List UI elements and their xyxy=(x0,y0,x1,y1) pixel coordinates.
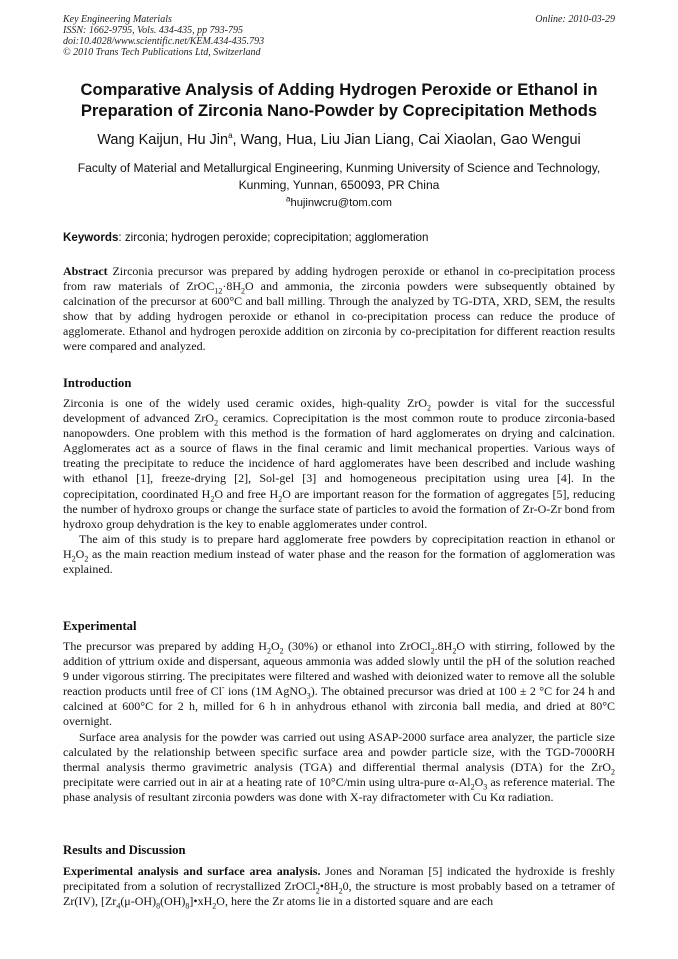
subscript: 2 xyxy=(315,886,320,896)
text: ions (1M AgNO xyxy=(224,684,307,699)
results-heading: Results and Discussion xyxy=(63,843,186,857)
keywords xyxy=(63,231,623,245)
text: (OH) xyxy=(160,894,186,909)
affiliation-line-1: Faculty of Material and Metallurgical Engineering, Kunming University of Science and Technology, xyxy=(77,161,601,175)
affiliation-line-2: Kunming, Yunnan, 650093, PR China xyxy=(238,178,440,192)
subscript: 2 xyxy=(470,782,475,792)
keywords-label: Keywords xyxy=(63,231,119,244)
title-line-1: Comparative Analysis of Adding Hydrogen Peroxide or Ethanol in xyxy=(80,80,598,99)
subscript: 2 xyxy=(212,901,217,911)
text: ceramics. Coprecipitation is the most common route to produce zirconia-based nanopowders. One problem with this method is the formation of hard agglomerates on drying and calcination. Agglomerates act as a source of flaws in the final ceramic and limit mechanical properties. Various ways of treating the precipitate to reduce the incidence of hard agglomerates have been described and include washing with ethanol [1], freeze-drying [2], Sol-gel [3] and homogeneous precipitation using urea [4]. In the coprecipitation, coordinated H xyxy=(63,411,615,501)
email-address[interactable]: hujinwcru@tom.com xyxy=(290,197,392,209)
text: Zirconia is one of the widely used ceramic oxides, high-quality ZrO xyxy=(63,396,428,410)
results-paragraph-1 xyxy=(63,864,615,909)
text: O are important reason for the formation of aggregates [5], reducing the number of hydroxo groups or change the surface state of particles to avoid the formation of Zr-O-Zr bond from hydroxo group dehydration is the key to enable agglomerates under control. xyxy=(63,486,615,531)
subscript: 8 xyxy=(156,901,161,911)
text: O xyxy=(270,639,280,653)
introduction-paragraph-1 xyxy=(63,396,615,532)
subscript: 2 xyxy=(611,767,615,777)
online-date: Online: 2010-03-29 xyxy=(535,14,615,25)
subscript: 2 xyxy=(266,646,271,656)
text: O xyxy=(474,774,484,789)
text: 0, the structure is most probably based on a tetramer of Zr(IV), [Zr xyxy=(63,879,615,909)
subscript: 8 xyxy=(185,901,190,911)
superscript: - xyxy=(221,683,225,693)
subscript: 2 xyxy=(241,286,245,296)
experimental-heading: Experimental xyxy=(63,619,137,633)
experimental-section xyxy=(63,619,615,805)
paper-title xyxy=(40,79,638,121)
text: .8H xyxy=(434,639,453,653)
abstract-text: ·8H xyxy=(222,279,241,294)
introduction-section xyxy=(63,376,615,577)
experimental-paragraph-2 xyxy=(63,730,615,805)
issn-line: ISSN: 1662-9795, Vols. 434-435, pp 793-795 xyxy=(63,25,243,36)
subscript: 4 xyxy=(116,901,121,911)
subscript: 3 xyxy=(306,691,311,701)
text: O, here the Zr atoms lie in a distorted square and are each xyxy=(216,894,494,909)
subscript: 2 xyxy=(338,886,343,896)
introduction-heading: Introduction xyxy=(63,376,132,390)
journal-name: Key Engineering Materials xyxy=(63,14,172,25)
text: Surface area analysis for the powder was carried out using ASAP-2000 surface area analyzer, the particle size calculated by the relationship between specific surface area and powder particle size, with the TGD-7000RH thermal analysis thermo gravimetric analysis (TGA) and differential thermal analysis (DTA) for the ZrO xyxy=(63,729,615,774)
subscript: 2 xyxy=(278,493,283,503)
text: ]•xH xyxy=(189,894,213,909)
subscript: 2 xyxy=(430,646,435,656)
subscript: 3 xyxy=(483,782,488,792)
text: as reference material. The phase analysis of resultant zirconia powders was done with X-ray difractometer with Cu Kα radiation. xyxy=(63,774,615,804)
text: (μ-OH) xyxy=(120,894,157,909)
abstract-text: Zirconia precursor was prepared by adding hydrogen peroxide or ethanol in co-precipitation process from raw materials of ZrOC xyxy=(63,264,615,294)
subscript: 12 xyxy=(214,286,223,296)
subscript: 2 xyxy=(84,554,89,564)
journal-header xyxy=(63,14,615,58)
subscript: 2 xyxy=(210,493,215,503)
doi-line[interactable]: doi:10.4028/www.scientific.net/KEM.434-435.793 xyxy=(63,36,265,47)
authors-part-1: Wang Kaijun, Hu Jin xyxy=(97,132,229,148)
text: Jones and Noraman [5] indicated the hydroxide is freshly precipitated from a solution of recrystallized ZrOCl xyxy=(63,864,615,894)
text: as the main reaction medium instead of water phase and the reason for the formation of agglomeration was explained. xyxy=(63,546,615,577)
subscript: 2 xyxy=(214,418,219,428)
subscript: 2 xyxy=(71,554,76,564)
keywords-text: : zirconia; hydrogen peroxide; coprecipitation; agglomeration xyxy=(118,231,429,244)
experimental-body xyxy=(63,639,615,805)
abstract-paragraph xyxy=(63,264,615,355)
copyright-line: © 2010 Trans Tech Publications Ltd, Switzerland xyxy=(63,47,261,58)
text: ). The obtained precursor was dried at 100 ± 2 °C for 24 h and calcined at 600°C for 2 h, milled for 6 h in anhydrous ethanol with zirconia ball media, and dried at 80°C overnight. xyxy=(63,684,615,729)
title-line-2: Preparation of Zirconia Nano-Powder by Coprecipitation Methods xyxy=(80,101,598,120)
text: O with stirring, followed by the addition of yttrium oxide and dispersant, aqueous ammonia was added slowly until the pH of the solution reached 9 under vigorous stirring. The precipitates were filtered and washed with deionized water to remove all the soluble reaction products until free of Cl xyxy=(63,639,615,699)
introduction-body xyxy=(63,396,615,577)
text: precipitate were carried out in air at a heating rate of 10°C/min using ultra-pure α-Al xyxy=(63,774,471,789)
results-section xyxy=(63,843,615,909)
subscript: 2 xyxy=(452,646,457,656)
subscript: 2 xyxy=(427,403,432,413)
text: The precursor was prepared by adding H xyxy=(63,639,267,653)
text: •8H xyxy=(319,879,339,894)
abstract-label: Abstract xyxy=(63,264,108,278)
abstract xyxy=(63,264,615,355)
affiliation xyxy=(40,160,638,194)
contact-email[interactable] xyxy=(40,196,638,210)
text: O and free H xyxy=(214,486,279,501)
introduction-paragraph-2 xyxy=(63,532,615,577)
experimental-paragraph-1 xyxy=(63,639,615,730)
author-affiliation-mark: a xyxy=(228,131,233,141)
author-list xyxy=(40,131,638,149)
text: The aim of this study is to prepare hard agglomerate free powders by coprecipitation reaction in ethanol or H xyxy=(63,531,615,561)
text: (30%) or ethanol into ZrOCl xyxy=(283,639,431,653)
results-body xyxy=(63,864,615,909)
text: powder is vital for the successful development of advanced ZrO xyxy=(63,396,615,426)
results-subheading: Experimental analysis and surface area analysis. xyxy=(63,864,321,878)
email-mark: a xyxy=(286,194,291,204)
text: O xyxy=(75,546,85,561)
subscript: 2 xyxy=(279,646,284,656)
authors-part-2: , Wang, Hua, Liu Jian Liang, Cai Xiaolan, Gao Wengui xyxy=(232,132,581,148)
abstract-text: O and ammonia, the zirconia powders were subsequently obtained by calcination of the precursor at 600°C and ball milling. Through the analyzed by TG-DTA, XRD, SEM, the results show that by adding hydrogen peroxide or ethanol in co-precipitation process can reduce the produce of agglomerate. Ethanol and hydrogen peroxide addition on zirconia by co-precipitation for different reaction results were compared and analyzed. xyxy=(63,279,615,354)
